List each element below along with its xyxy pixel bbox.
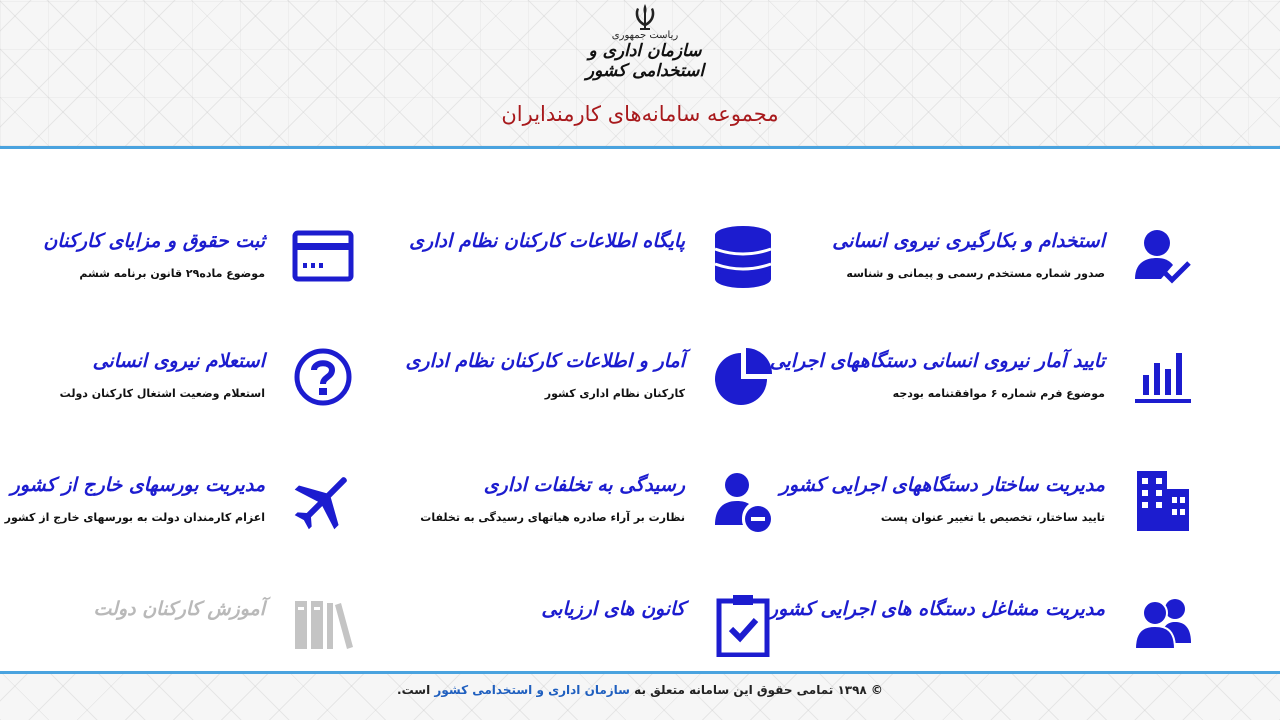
card-title: مدیریت مشاغل دستگاه های اجرایی کشور — [768, 598, 1105, 620]
books-icon — [291, 593, 355, 657]
card-desc: اعزام کارمندان دولت به بورسهای خارج از کشور — [4, 511, 265, 524]
card-title: آموزش کارکنان دولت — [93, 598, 265, 620]
card-title: مدیریت بورسهای خارج از کشور — [10, 474, 265, 496]
card-desc: کارکنان نظام اداری کشور — [544, 387, 685, 400]
system-card-organization-structure[interactable] — [779, 469, 1195, 589]
system-card-personnel-statistics[interactable] — [375, 345, 775, 465]
system-card-administrative-violations[interactable] — [375, 469, 775, 589]
card-title: کانون های ارزیابی — [541, 598, 685, 620]
copyright-text — [340, 683, 940, 697]
system-card-personnel-database[interactable] — [375, 225, 775, 345]
system-card-assessment-centers[interactable] — [375, 593, 775, 671]
system-card-recruitment[interactable] — [795, 225, 1195, 345]
card-desc: موضوع ماده۲۹ قانون برنامه ششم — [79, 267, 265, 280]
site-title: مجموعه سامانه‌های کارمندایران — [501, 102, 779, 126]
payment-card-icon — [291, 225, 355, 289]
org-sub-label: ریاست جمهوری — [611, 30, 679, 41]
card-title: آمار و اطلاعات کارکنان نظام اداری — [405, 350, 685, 372]
airplane-icon — [291, 469, 355, 533]
clipboard-check-icon — [711, 593, 775, 657]
system-card-job-management[interactable] — [768, 593, 1195, 671]
system-card-workforce-inquiry[interactable] — [0, 345, 355, 465]
footer — [0, 674, 1280, 720]
card-desc: تایید ساختار، تخصیص یا تغییر عنوان پست — [880, 511, 1105, 524]
building-icon — [1131, 469, 1195, 533]
card-desc: استعلام وضعیت اشتغال کارکنان دولت — [59, 387, 265, 400]
card-title: تایید آمار نیروی انسانی دستگاههای اجرایی — [769, 350, 1105, 372]
card-desc: موضوع فرم شماره ۶ موافقتنامه بودجه — [892, 387, 1105, 400]
card-title: استعلام نیروی انسانی — [92, 350, 265, 372]
system-card-employee-training — [0, 593, 355, 671]
card-title: ثبت حقوق و مزایای کارکنان — [43, 230, 265, 252]
copyright-prefix: © ۱۳۹۸ تمامی حقوق این سامانه متعلق به — [634, 683, 883, 697]
copyright-suffix: است. — [397, 683, 431, 697]
org-name: سازمان اداری و استخدامی کشور — [585, 41, 705, 81]
question-icon — [291, 345, 355, 409]
org-link[interactable]: سازمان اداری و استخدامی کشور — [434, 683, 630, 697]
user-check-icon — [1131, 225, 1195, 289]
database-icon — [711, 225, 775, 289]
user-minus-icon — [711, 469, 775, 533]
system-card-foreign-scholarships[interactable] — [0, 469, 355, 589]
card-desc: صدور شماره مستخدم رسمی و پیمانی و شناسه — [846, 267, 1105, 280]
card-title: پایگاه اطلاعات کارکنان نظام اداری — [409, 230, 685, 252]
iran-emblem-icon — [631, 2, 659, 32]
card-title: رسیدگی به تخلفات اداری — [483, 474, 685, 496]
card-title: استخدام و بکارگیری نیروی انسانی — [832, 230, 1105, 252]
system-card-workforce-stats-approval[interactable] — [769, 345, 1195, 465]
org-logo — [560, 2, 730, 86]
systems-grid — [0, 149, 1280, 671]
card-title: مدیریت ساختار دستگاههای اجرایی کشور — [779, 474, 1105, 496]
users-icon — [1131, 593, 1195, 657]
bar-chart-icon — [1131, 345, 1195, 409]
card-desc: نظارت بر آراء صادره هیاتهای رسیدگی به تخلفات — [420, 511, 685, 524]
pie-chart-icon — [711, 345, 775, 409]
system-card-salary-registration[interactable] — [0, 225, 355, 345]
